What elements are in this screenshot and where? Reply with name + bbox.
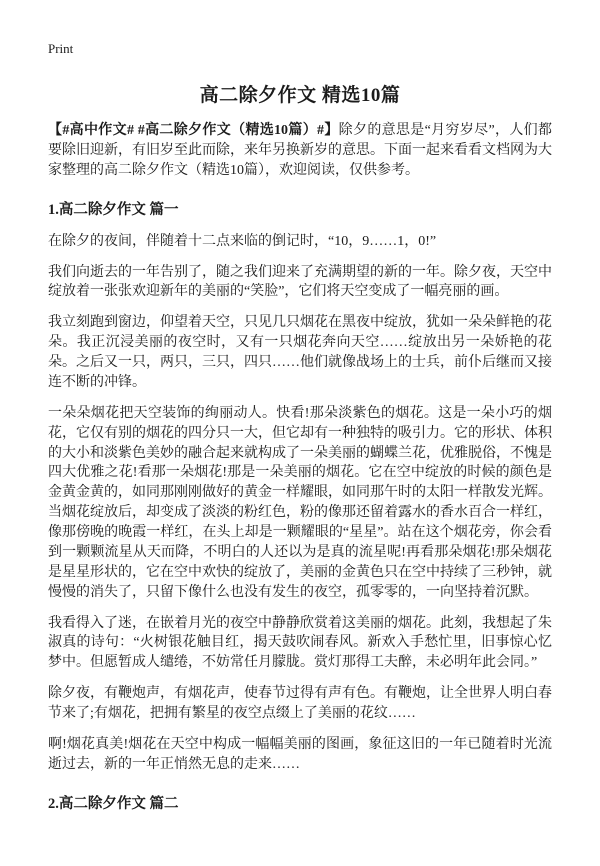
essay1-paragraph-1: 在除夕的夜间，伴随着十二点来临的倒记时，“10，9……1，0!” (48, 233, 437, 249)
section-heading-2: 2.高二除夕作文 篇二 (48, 795, 179, 812)
print-button[interactable]: Print (48, 41, 74, 56)
intro-text: 除夕的意思是“月穷岁尽”，人们都要除旧迎新，有旧岁至此而除，来年另换新岁的意思。下面一起来看看文档网为大家整理的高二除夕作文（精选10篇），欢迎阅读，仅供参考。 (48, 123, 552, 178)
page-title: 高二除夕作文 精选10篇 (199, 85, 401, 106)
essay1-paragraph-2: 我们向逝去的一年告别了，随之我们迎来了充满期望的新的一年。除夕夜，天空中绽放着一张张欢迎新年的美丽的“笑脸”，它们将天空变成了一幅亮丽的画。 (48, 264, 552, 300)
essay1-paragraph-4: 一朵朵烟花把天空装饰的绚丽动人。快看!那朵淡紫色的烟花。这是一朵小巧的烟花，它仅有别的烟花的四分只一大，但它却有一种独特的吸引力。它的形状、体积的大小和淡紫色美妙的融合起来就构成了一朵美丽的蝴蝶兰花，优雅脱俗，不愧是四大优雅之花!看那一朵烟花!那是一朵美丽的烟花。它在空中绽放的时候的颜色是金黄金黄的，如同那刚刚做好的黄金一样耀眼，如同那午时的太阳一样散发光辉。当烟花绽放后，却变成了淡淡的粉红色，粉的像那还留着露水的香水百合一样红，像那傍晚的晚霞一样红，在头上却是一颗耀眼的“星星”。站在这个烟花旁，你会看到一颗颗流星从天而降，不明白的人还以为是真的流星呢!再看那朵烟花!那朵烟花是星星形状的，它在空中欢快的绽放了，美丽的金黄色只在空中持续了三秒钟，就慢慢的消失了，只留下像什么也没有发生的夜空，孤零零的，一向坚持着沉默。 (48, 405, 552, 600)
intro-tag-label: 【#高中作文# #高二除夕作文（精选10篇）#】 (48, 123, 339, 138)
section-heading-1: 1.高二除夕作文 篇一 (48, 201, 179, 218)
essay1-paragraph-6: 除夕夜，有鞭炮声，有烟花声，使春节过得有声有色。有鞭炮，让全世界人明白春节来了;有烟花，把拥有繁星的夜空点缀上了美丽的花纹…… (48, 686, 552, 721)
essay1-paragraph-5: 我看得入了迷，在嵌着月光的夜空中静静欣赏着这美丽的烟花。此刻，我想起了朱淑真的诗句：“火树银花触目红，揭天鼓吹闹春风。新欢入手愁忙里，旧事惊心忆梦中。但愿暂成人缱绻，不妨常任月朦胧。赏灯那得工夫醉，未必明年此会同。” (48, 615, 552, 671)
intro-paragraph (48, 121, 552, 181)
essay1-paragraph-3: 我立刻跑到窗边，仰望着天空，只见几只烟花在黑夜中绽放，犹如一朵朵鲜艳的花朵。我正沉浸美丽的夜空时，又有一只烟花奔向天空……绽放出另一朵娇艳的花朵。之后又一只，两只，三只，四只……他们就像战场上的士兵，前仆后继而又接连不断的冲锋。 (48, 315, 552, 390)
essay1-paragraph-7: 啊!烟花真美!烟花在天空中构成一幅幅美丽的图画，象征这旧的一年已随着时光流逝过去，新的一年正悄然无息的走来…… (48, 736, 552, 772)
